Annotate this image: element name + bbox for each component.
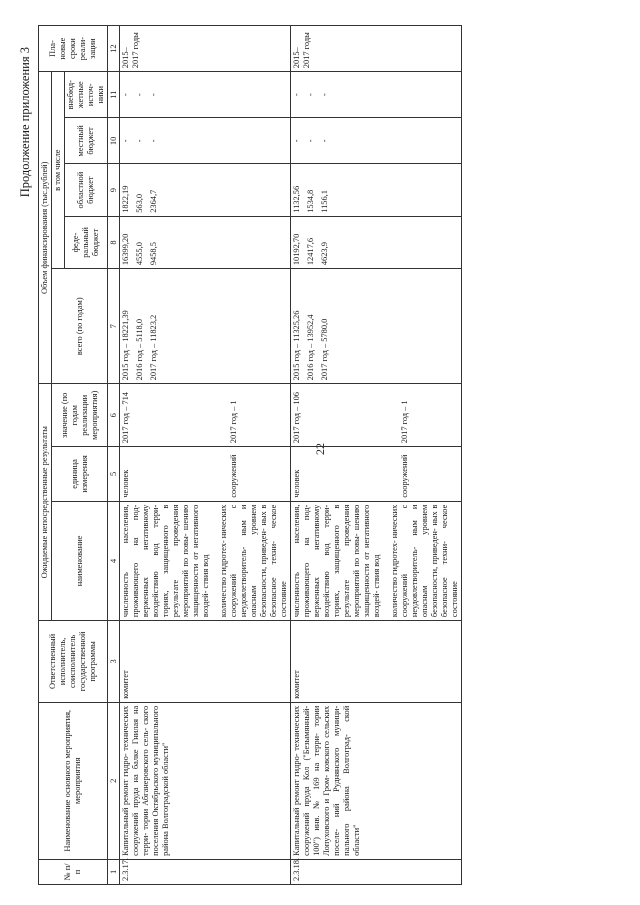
regional-cell xyxy=(291,164,462,216)
header-result-name: наименование xyxy=(52,501,108,620)
total-year-2: 2016 год – 13952,4 xyxy=(306,314,315,381)
column-number: 2 xyxy=(108,702,120,859)
result-1-unit: человек xyxy=(292,469,301,498)
unit-cell xyxy=(291,447,462,501)
regional-year-1: 1132,56 xyxy=(292,185,301,213)
header-value: значение (по годам реализации мероприятия) xyxy=(52,384,108,447)
result-2-value: 2017 год – 1 xyxy=(229,400,238,444)
extra-cell xyxy=(291,72,462,118)
column-number: 1 xyxy=(108,859,120,884)
header-regional: областной бюджет xyxy=(65,164,108,216)
header-unit: единица измерения xyxy=(52,447,108,501)
local-year-1: - xyxy=(292,139,301,143)
header-num: № п/п xyxy=(39,859,108,884)
value-cell xyxy=(120,384,291,447)
result-2-name: количество гидротех- нических сооружений с неудовлетворитель- ным и опасным уровнем безопасности, приведен- ных в безопасное техни- ческое состояние xyxy=(219,504,288,618)
column-number: 12 xyxy=(108,26,120,72)
local-year-3: - xyxy=(320,139,329,143)
extra-year-1: - xyxy=(121,93,130,97)
table-row xyxy=(291,26,462,885)
total-year-1: 2015 год – 11325,26 xyxy=(292,310,301,381)
federal-year-1: 10192,70 xyxy=(292,233,301,266)
column-number: 9 xyxy=(108,164,120,216)
header-federal: феде- ральный бюджет xyxy=(65,216,108,268)
column-number: 6 xyxy=(108,384,120,447)
result-cell xyxy=(291,501,462,620)
column-number: 4 xyxy=(108,501,120,620)
result-1-name: численность населения, проживающего на под- верженных негативному воздействию вод терри- ториях, защищенного в результате проведения мероприятий по повы- шению защищенности от негативного воздей- ствия вод xyxy=(292,504,381,618)
federal-year-3: 4623,9 xyxy=(320,242,329,266)
total-year-1: 2015 год – 18221,39 xyxy=(121,310,130,381)
federal-year-2: 4555,0 xyxy=(135,242,144,266)
column-number: 7 xyxy=(108,269,120,384)
regional-year-2: 563,0 xyxy=(135,193,144,213)
regional-year-1: 1822,19 xyxy=(121,185,130,213)
column-number: 10 xyxy=(108,118,120,164)
extra-year-1: - xyxy=(292,93,301,97)
federal-cell xyxy=(120,216,291,268)
extra-year-3: - xyxy=(320,93,329,97)
federal-year-3: 9458,5 xyxy=(149,242,158,266)
regional-year-2: 1534,8 xyxy=(306,189,315,213)
result-1-value: 2017 год – 714 xyxy=(121,392,130,444)
column-number: 3 xyxy=(108,621,120,703)
total-cell xyxy=(291,269,462,384)
result-2-unit: сооружений xyxy=(229,454,238,498)
result-2-name: количество гидротех- нических сооружений с неудовлетворитель- ным и опасным уровнем безопасности, приведен- ных в безопасное техни- ческое состояние xyxy=(390,504,459,618)
regional-year-3: 2364,7 xyxy=(149,189,158,213)
program-table xyxy=(38,25,462,885)
result-2-value: 2017 год – 1 xyxy=(400,400,409,444)
page-number: 22 xyxy=(313,443,327,455)
federal-year-2: 12417,6 xyxy=(306,237,315,266)
header-funding: Объем финансирования (тыс.рублей) xyxy=(39,72,52,384)
column-numbers-row xyxy=(108,26,120,885)
regional-cell xyxy=(120,164,291,216)
regional-year-3: 1156,1 xyxy=(320,190,329,213)
header-extra: внебюд- жетные источ- ники xyxy=(65,72,108,118)
unit-cell xyxy=(120,447,291,501)
local-cell xyxy=(291,118,462,164)
continuation-title: Продолжение приложения 3 xyxy=(18,47,32,198)
local-year-2: - xyxy=(306,139,315,143)
total-year-3: 2017 год – 5780,0 xyxy=(320,318,329,381)
header-expected-results: Ожидаемые непосредственные результаты xyxy=(39,384,52,621)
result-cell xyxy=(120,501,291,620)
column-number: 11 xyxy=(108,72,120,118)
header-local: местный бюджет xyxy=(65,118,108,164)
result-1-unit: человек xyxy=(121,469,130,498)
federal-cell xyxy=(291,216,462,268)
total-year-3: 2017 год – 11823,2 xyxy=(149,314,158,381)
result-2-unit: сооружений xyxy=(400,454,409,498)
header-row-1 xyxy=(39,26,52,885)
result-1-name: численность населения, проживающего на под- верженных негативному воздействию вод терри- ториях, защищенного в результате проведения мероприятий по повы- шению защищенности от негативного воздей- ствия вод xyxy=(121,504,210,618)
header-executor: Ответственный исполнитель, соисполнитель государственной программы xyxy=(39,621,108,703)
row-number: 2.3.18. xyxy=(291,859,462,884)
header-including: в том числе xyxy=(52,72,65,269)
extra-year-2: - xyxy=(135,93,144,97)
local-year-2: - xyxy=(135,139,144,143)
result-1-value: 2017 год – 106 xyxy=(292,392,301,444)
total-cell xyxy=(120,269,291,384)
value-cell xyxy=(291,384,462,447)
terms-cell: 2015– 2017 годы xyxy=(120,26,291,72)
local-cell xyxy=(120,118,291,164)
row-number: 2.3.17. xyxy=(120,859,291,884)
column-number: 8 xyxy=(108,216,120,268)
row-name: Капитальный ремонт гидро- технических сооружений пруда на балке Гнилая на терри- тории Абганеровского сель- ского поселения Октябрьского муниципального района Волгоградской области" xyxy=(120,702,291,859)
extra-year-2: - xyxy=(306,93,315,97)
column-number: 5 xyxy=(108,447,120,501)
terms-cell: 2015– 2017 годы xyxy=(291,26,462,72)
row-name: Капитальный ремонт гидро- технических сооружений пруда Кол ("Безымянный- 100") инв. № 169 на терри- тории Лопуховского и Гром- ковского сельских поселе- ний Руднянского муници- пального района Волгоград- ской области" xyxy=(291,702,462,859)
table-row xyxy=(120,26,291,885)
extra-cell xyxy=(120,72,291,118)
local-year-3: - xyxy=(149,139,158,143)
row-executor: комитет xyxy=(120,621,291,703)
total-year-2: 2016 год – 5118,0 xyxy=(135,318,144,381)
federal-year-1: 16399,20 xyxy=(121,233,130,266)
row-executor: комитет xyxy=(291,621,462,703)
header-name: Наименование основного мероприятия, мероприятия xyxy=(39,702,108,859)
local-year-1: - xyxy=(121,139,130,143)
header-terms: Пла- новые сроки реали- зации xyxy=(39,26,108,72)
header-total: всего (по годам) xyxy=(52,269,108,384)
extra-year-3: - xyxy=(149,93,158,97)
